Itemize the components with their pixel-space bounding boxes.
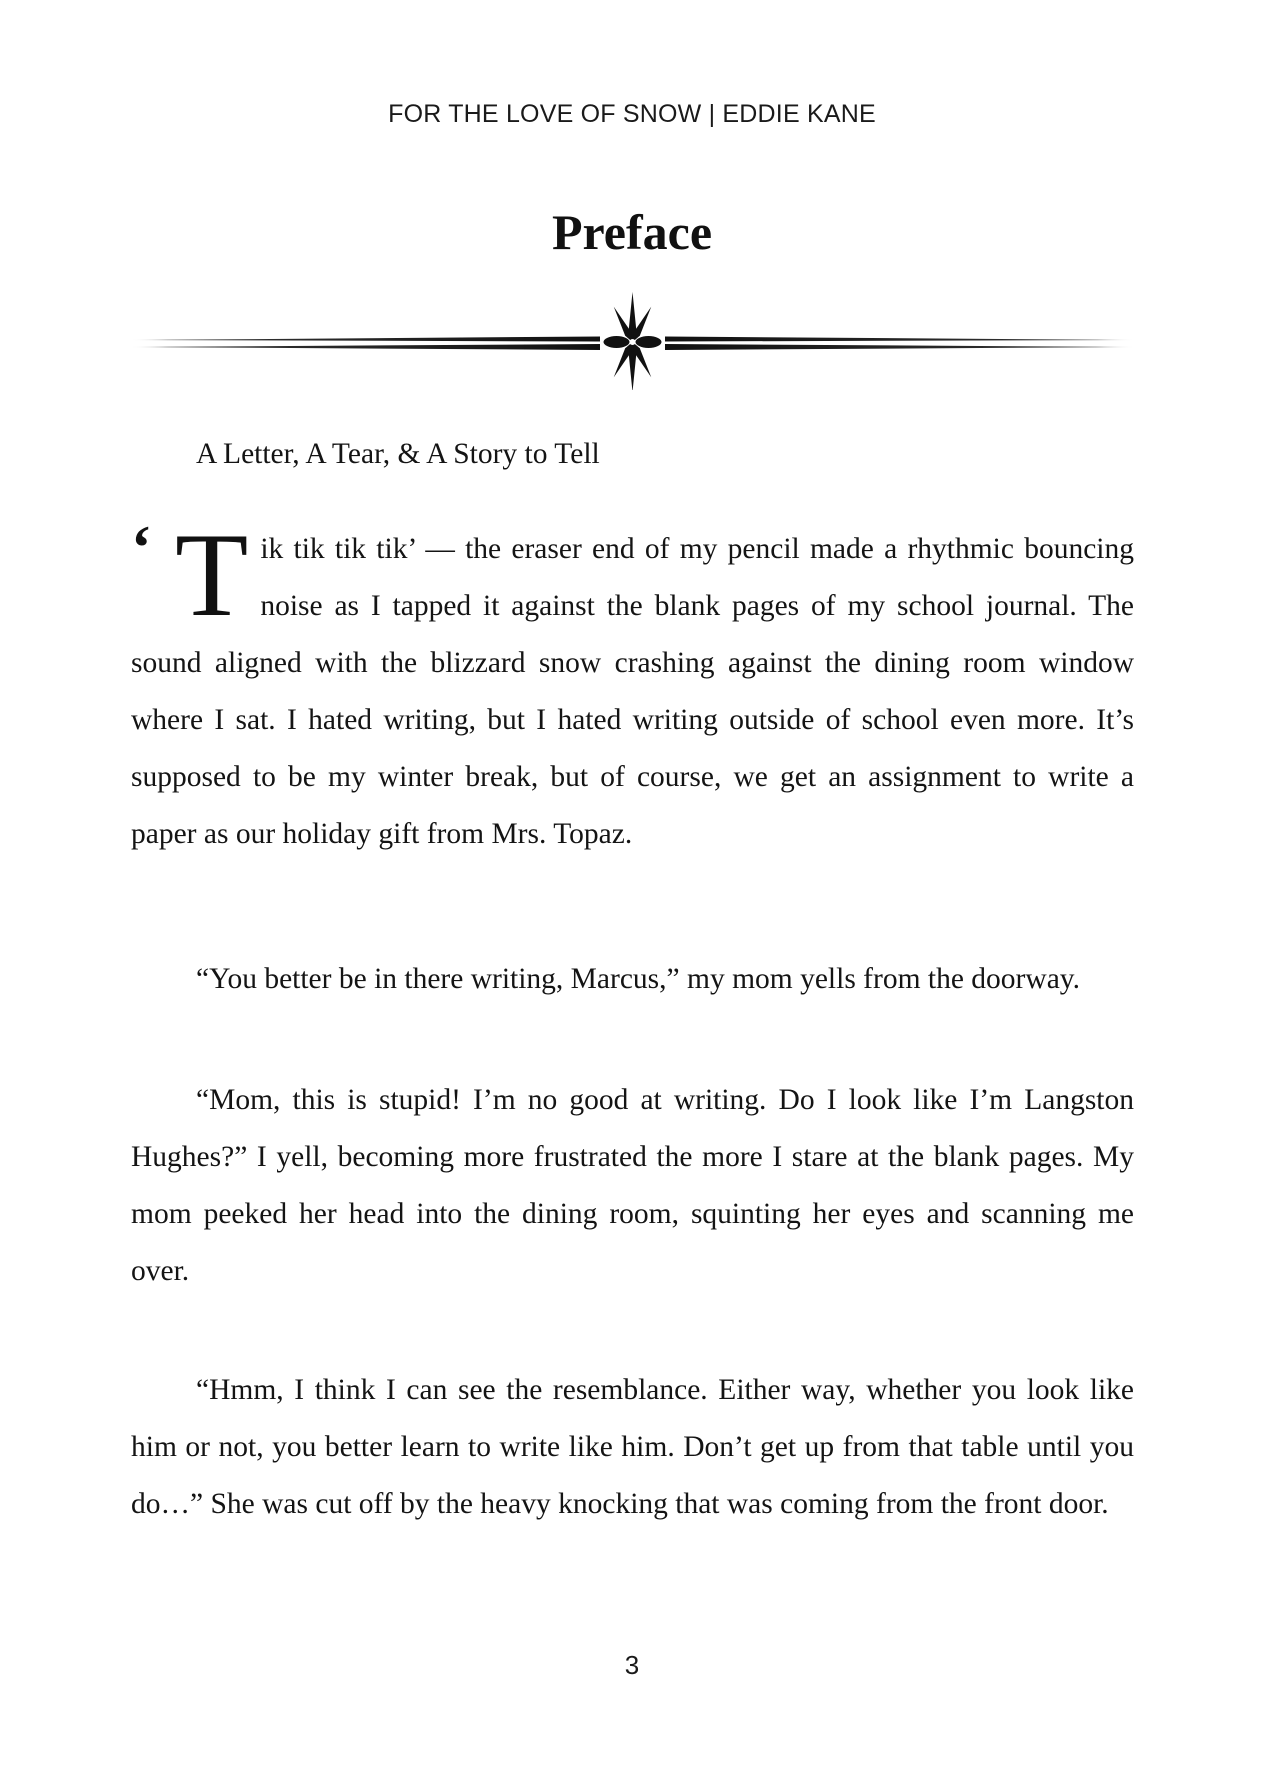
section-subtitle: A Letter, A Tear, & A Story to Tell bbox=[196, 438, 600, 470]
paragraph-1 bbox=[131, 508, 1134, 863]
running-header: FOR THE LOVE OF SNOW | EDDIE KANE bbox=[388, 100, 876, 128]
page-number: 3 bbox=[624, 1650, 640, 1680]
flourish-divider-icon bbox=[130, 285, 1135, 390]
paragraph-4: “Hmm, I think I can see the resemblance. Either way, whether you look like him or not, you better learn to write like him. Don’t get up from that table until you do…” She was cut off by the heavy knocking that was coming from the front door. bbox=[131, 1374, 1134, 1520]
paragraph-3: “Mom, this is stupid! I’m no good at writing. Do I look like I’m Langston Hughes?” I yell, becoming more frustrated the more I stare at the blank pages. My mom peeked her head into the dining room, squinting her eyes and scanning me over. bbox=[131, 1084, 1134, 1287]
paragraph-text bbox=[131, 508, 1134, 863]
paragraph-2: “You better be in there writing, Marcus,” my mom yells from the doorway. bbox=[196, 963, 1080, 995]
dropcap-letter: T bbox=[175, 508, 249, 641]
dropcap-quote-mark: ‘ bbox=[131, 514, 152, 582]
chapter-title: Preface bbox=[551, 204, 713, 260]
paragraph-body: ik tik tik tik’ — the eraser end of my pencil made a rhythmic bouncing noise as I tapped it against the blank pages of my school journal. The sound aligned with the blizzard snow crashing against the dining room window where I sat. I hated writing, but I hated writing outside of school even more. It’s supposed to be my winter break, but of course, we get an assignment to write a paper as our holiday gift from Mrs. Topaz. bbox=[131, 533, 1134, 850]
